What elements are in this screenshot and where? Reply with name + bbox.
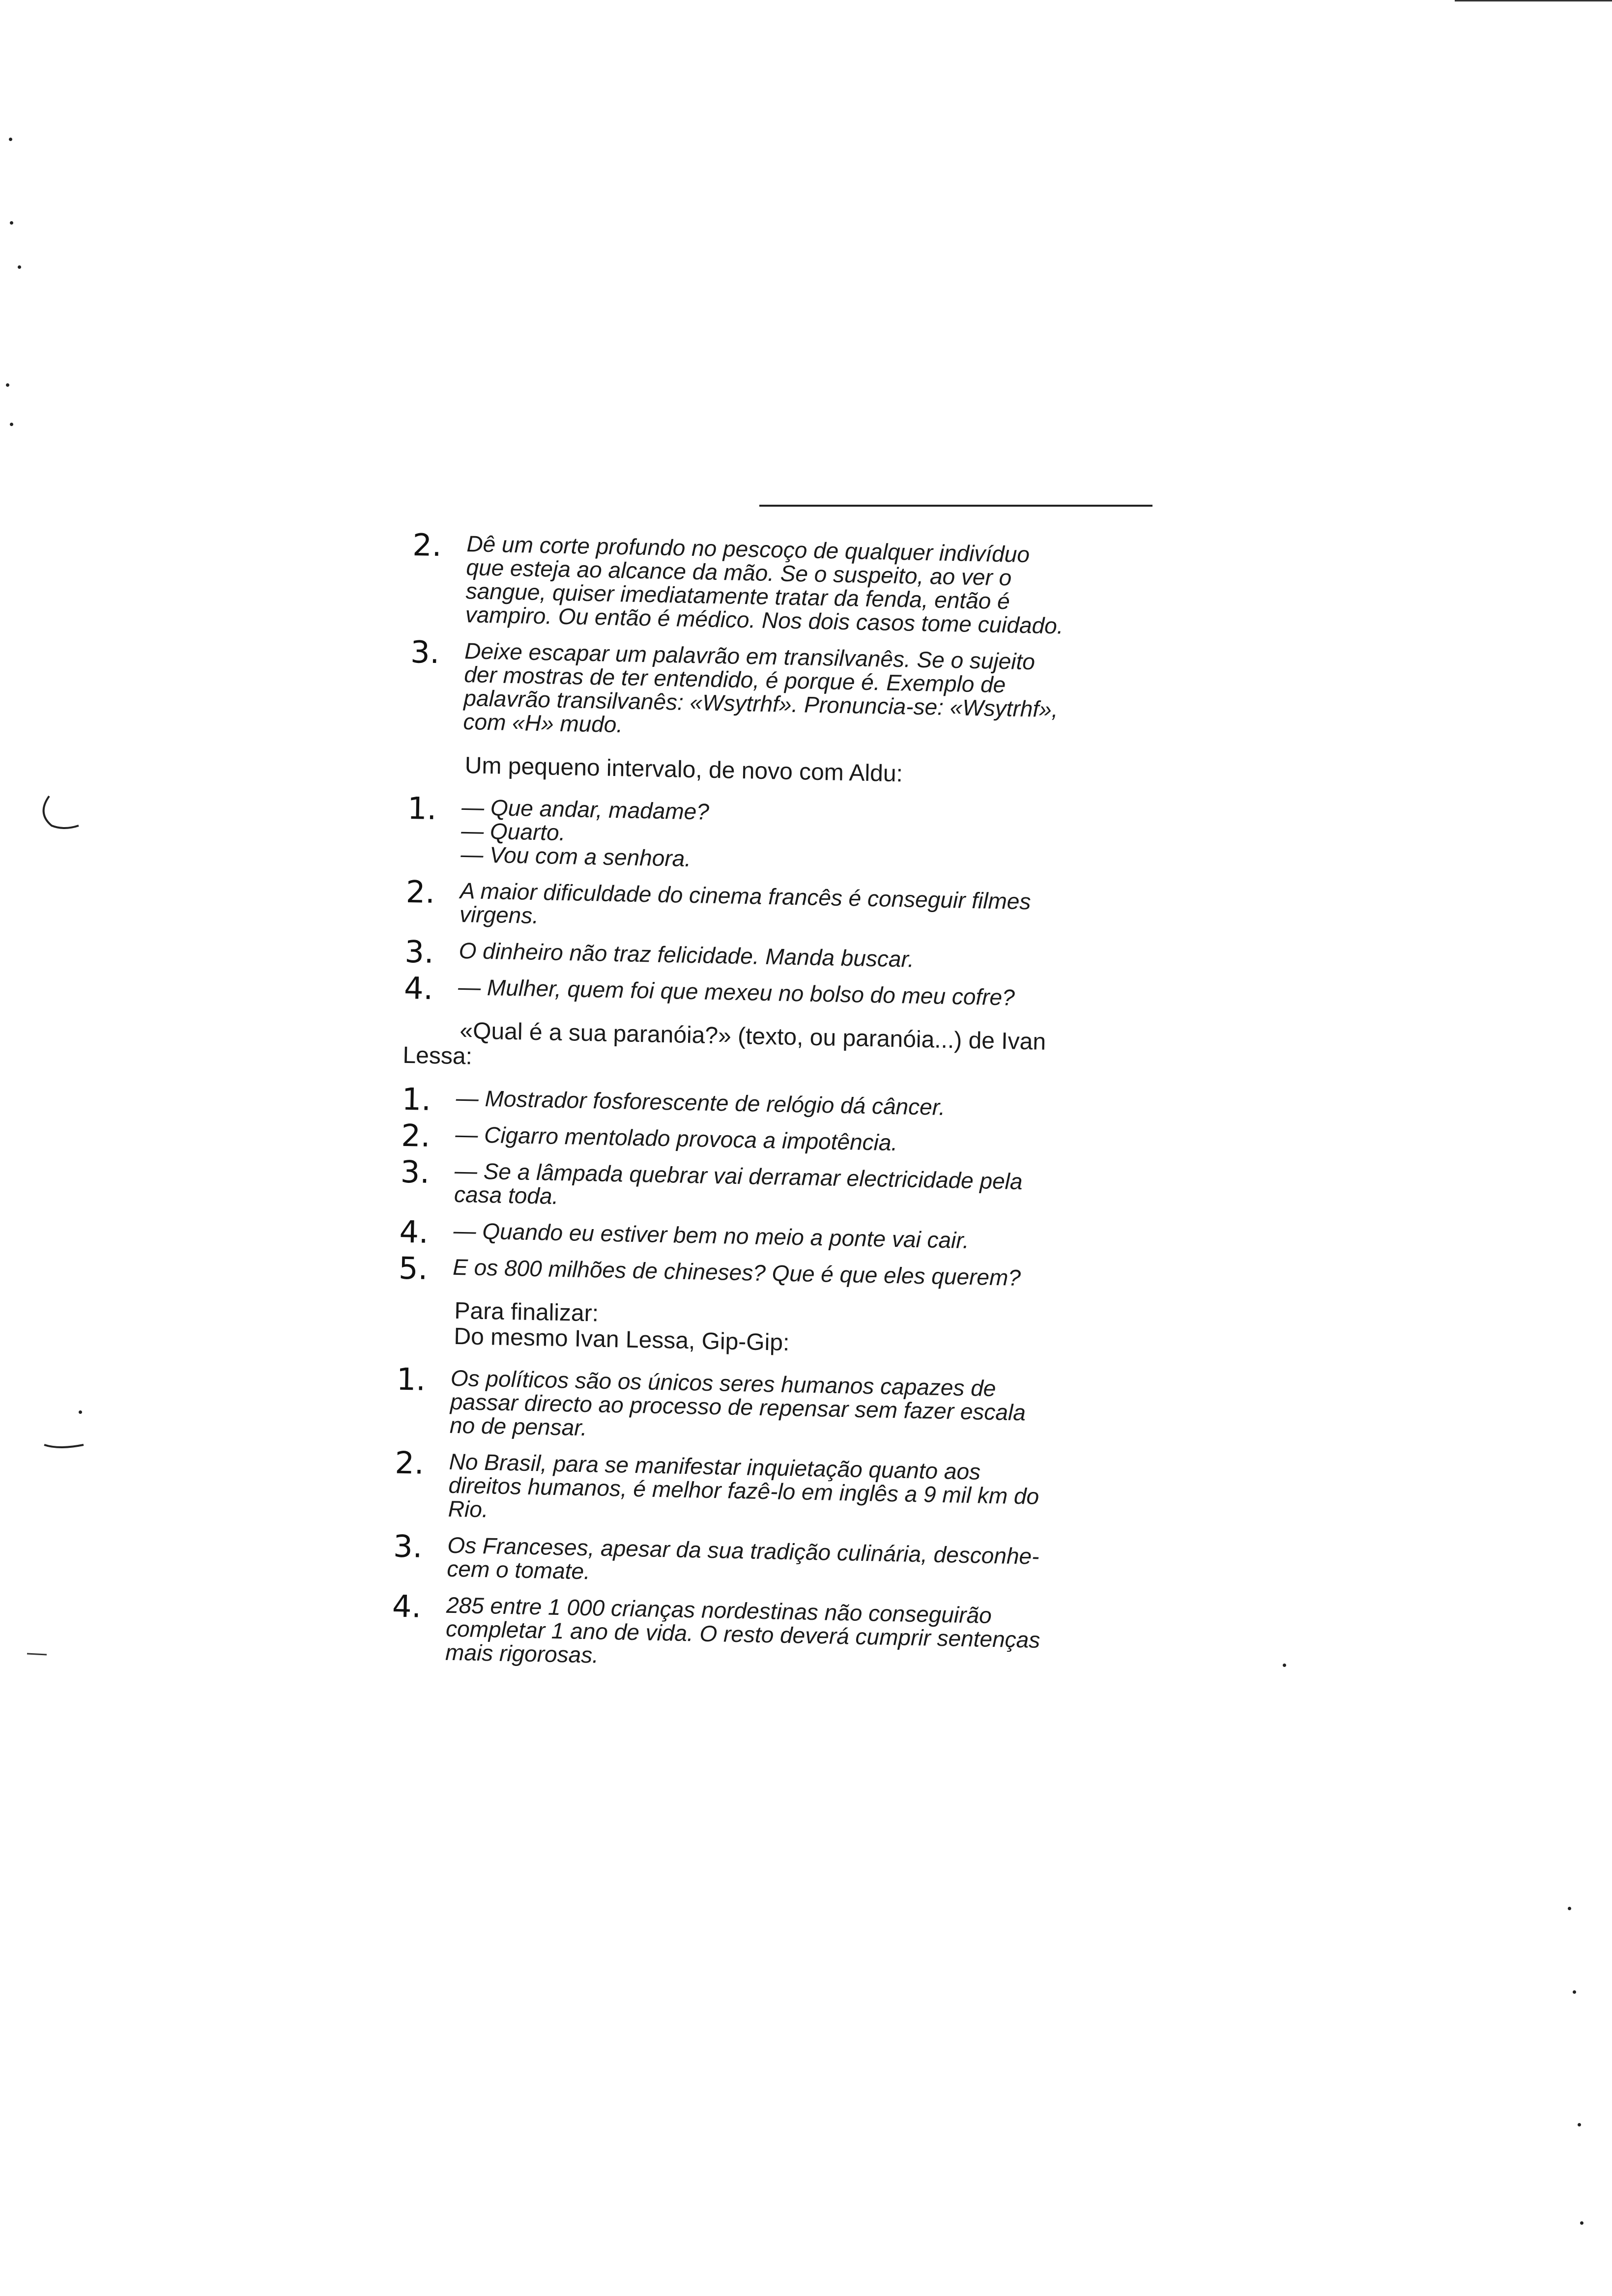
scan-speck [1283, 1664, 1286, 1667]
item-text: O dinheiro não traz felicidade. Manda buscar. [459, 937, 915, 972]
list-item [406, 790, 1154, 879]
list-item [411, 527, 1159, 639]
list-item [400, 1153, 1148, 1219]
item-text: 285 entre 1 000 crianças nordestinas não conseguirão completar 1 ano de vida. O resto deverá cumprir sentenças mais rigorosas. [445, 1592, 1040, 1668]
list-item [398, 1250, 1146, 1292]
intro-paranoia: «Qual é a sua paranóia?» (texto, ou paranóia...) de Ivan Lessa: [402, 1018, 1046, 1070]
corner-rule [1455, 0, 1612, 1]
item-text: Os Franceses, apesar da sua tradição culinária, desconhe- cem o tomate. [446, 1532, 1039, 1584]
scan-speck [79, 1410, 82, 1414]
list-item [401, 1117, 1149, 1159]
scan-speck [10, 221, 13, 225]
document-body [391, 527, 1159, 1690]
item-number: 3. [410, 633, 440, 671]
list-item [399, 1213, 1147, 1256]
item-number: 2. [405, 873, 435, 910]
item-number: 2. [394, 1444, 425, 1481]
list-item [405, 873, 1153, 939]
item-number: 3. [400, 1153, 430, 1190]
item-text: Dê um corte profundo no pescoço de qualquer indivíduo que esteja ao alcance da mão. Se o suspeito, ao ver o sangue, quiser imediatamente tratar da fenda, então é vampiro. Ou então é médico. Nos dois casos tome cuidado. [465, 531, 1064, 639]
item-number: 4. [392, 1588, 422, 1625]
scan-mark-tick [25, 1649, 54, 1659]
list-item [402, 1081, 1149, 1123]
item-number: 2. [401, 1117, 431, 1154]
item-number: 2. [412, 527, 442, 564]
item-text: Os políticos são os únicos seres humanos capazes de passar directo ao processo de repensar sem fazer escala no de pensar. [449, 1365, 1026, 1441]
list-item [396, 1361, 1144, 1450]
item-text: — Mostrador fosforescente de relógio dá câncer. [456, 1085, 946, 1120]
item-text: — Cigarro mentolado provoca a impotência. [455, 1121, 898, 1156]
scan-mark-dash [39, 1435, 93, 1460]
scan-speck [18, 265, 21, 269]
item-number: 3. [393, 1528, 423, 1565]
scan-speck [1568, 1907, 1571, 1910]
item-text: — Que andar, madame? — Quarto. — Vou com a senhora. [460, 794, 710, 871]
scan-speck [1580, 2221, 1583, 2225]
scan-speck [10, 423, 13, 426]
item-number: 4. [399, 1213, 429, 1250]
item-text: E os 800 milhões de chineses? Que é que eles querem? [452, 1254, 1021, 1291]
scan-mark-curve [29, 791, 88, 835]
item-number: 1. [396, 1361, 426, 1398]
list-item [403, 970, 1151, 1012]
list-item [404, 933, 1152, 976]
list-item [391, 1588, 1139, 1677]
scan-speck [1578, 2123, 1581, 2126]
item-number: 4. [403, 970, 433, 1006]
item-text: — Quando eu estiver bem no meio a ponte vai cair. [453, 1217, 970, 1253]
intro-aldu: Um pequeno intervalo, de novo com Aldu: [464, 752, 903, 787]
item-number: 1. [402, 1081, 432, 1118]
item-number: 5. [398, 1250, 429, 1287]
item-number: 3. [404, 933, 434, 970]
item-text: — Mulher, quem foi que mexeu no bolso do meu cofre? [458, 974, 1015, 1010]
top-divider-rule [759, 505, 1152, 507]
item-text: Deixe escapar um palavrão em transilvanês. Se o sujeito der mostras de ter entendido, é porque é. Exemplo de palavrão transilvanês: «Wsytrhf». Pronuncia-se: «Wsytrhf», com «H» mudo. [463, 638, 1059, 738]
intro-final: Para finalizar: Do mesmo Ivan Lessa, Gip-Gip: [454, 1297, 790, 1356]
list-item [393, 1528, 1141, 1594]
list-item [394, 1444, 1142, 1534]
scan-speck [6, 383, 9, 387]
item-text: — Se a lâmpada quebrar vai derramar electricidade pela casa toda. [454, 1157, 1023, 1209]
item-text: No Brasil, para se manifestar inquietação quanto aos direitos humanos, é melhor fazê-lo em inglês a 9 mil km do Rio. [448, 1448, 1039, 1522]
scan-speck [9, 138, 12, 141]
scan-speck [1573, 1990, 1576, 1994]
list-item [409, 633, 1157, 746]
item-number: 1. [407, 790, 437, 827]
item-text: A maior dificuldade do cinema francês é conseguir filmes virgens. [459, 877, 1031, 929]
